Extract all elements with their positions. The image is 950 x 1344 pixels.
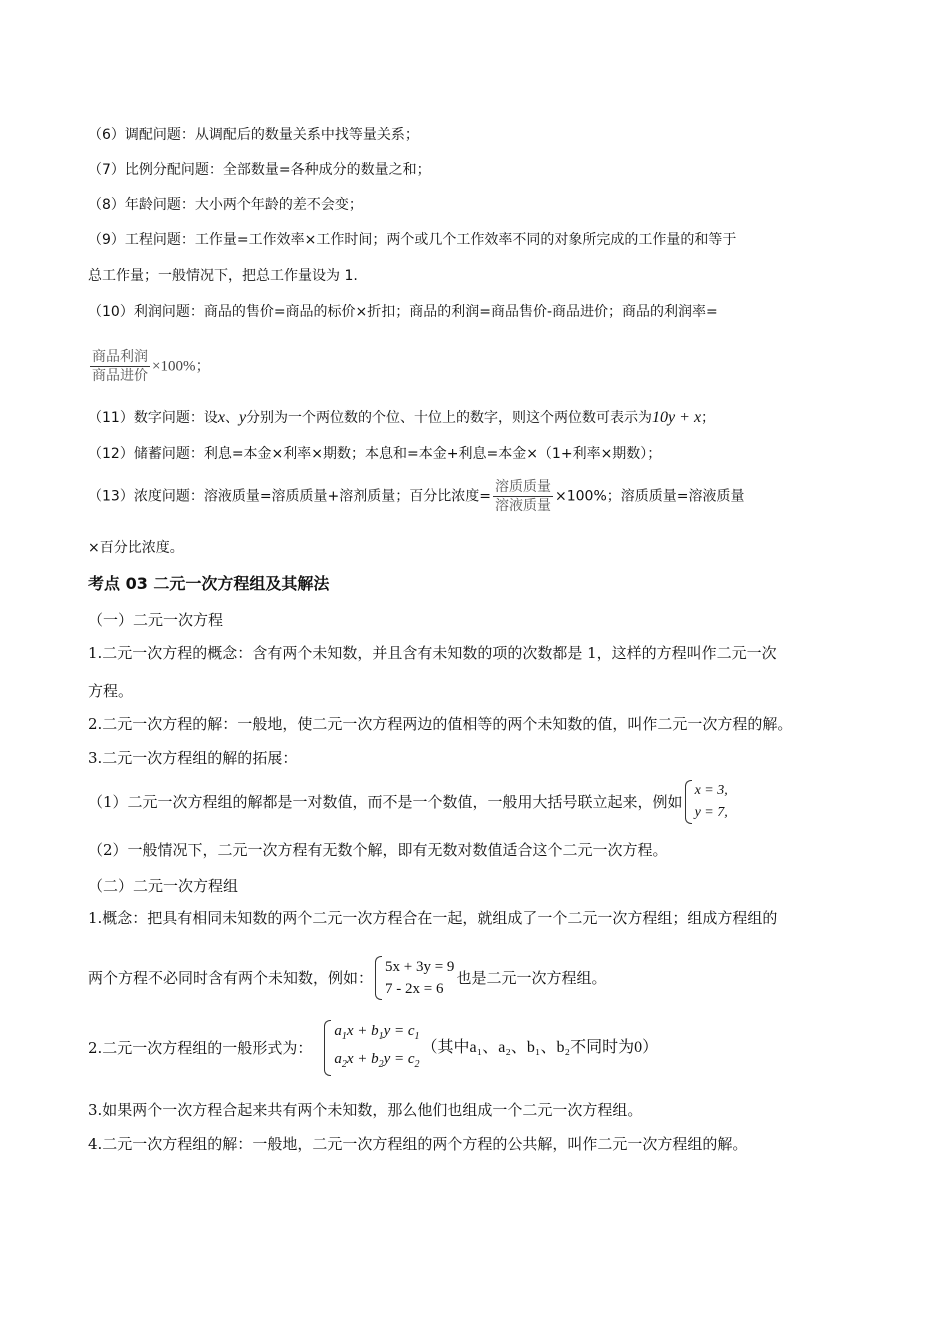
item-9-line-2: 总工作量；一般情况下，把总工作量设为 1. [88, 268, 358, 284]
para-q4: 4.二元一次方程组的解：一般地，二元一次方程组的两个方程的公共解，叫作二元一次方程组的解。 [88, 1135, 748, 1153]
item-11 [88, 408, 878, 428]
item-10-line-1: （10）利润问题：商品的售价=商品的标价×折扣；商品的利润=商品售价-商品进价；商品的利润率= [88, 304, 718, 320]
item-7: （7）比例分配问题：全部数量=各种成分的数量之和； [88, 162, 431, 178]
item-6: （6）调配问题：从调配后的数量关系中找等量关系； [88, 127, 419, 143]
subheading-2: （二）二元一次方程组 [88, 877, 239, 895]
section-heading: 考点 03 二元一次方程组及其解法 [88, 574, 330, 593]
general-row-1: $a_1x + b_1y = c_1$ [334, 1023, 420, 1042]
system-row-1: x = 3, [694, 783, 728, 798]
concentration-fraction [493, 478, 553, 515]
general-form-note: （其中a₁、a₂、b₁、b₂不同时为0） [421, 1039, 659, 1056]
concept-line-2 [88, 954, 878, 1002]
subheading-1: （一）二元一次方程 [88, 611, 224, 629]
para-3-1-text: （1）二元一次方程组的解都是一对数值，而不是一个数值，一般用大括号联立起来，例如 [88, 793, 683, 811]
item-8: （8）年龄问题：大小两个年龄的差不会变； [88, 197, 363, 213]
para-3-1 [88, 778, 878, 826]
two-digit-expression: 10y + x [652, 409, 702, 426]
concept-tail: 也是二元一次方程组。 [456, 969, 607, 987]
system-row-1: 5x + 3y = 9 [385, 959, 455, 975]
fraction-denominator: 溶液质量 [495, 498, 552, 514]
var-x: x [217, 409, 225, 426]
fraction-numerator: 商品利润 [92, 349, 148, 365]
item-11-text-d: ； [701, 410, 716, 426]
general-form-line [88, 1020, 878, 1076]
para-1-line-2: 方程。 [88, 682, 134, 700]
var-y: y [238, 409, 247, 426]
item-11-text-c: 分别为一个两位数的个位、十位上的数字，则这个两位数可表示为 [246, 410, 653, 426]
item-11-text-a: （11）数字问题：设 [88, 410, 218, 426]
general-row-2: $a_2x + b_2y = c_2$ [334, 1051, 420, 1070]
general-form-text: 2.二元一次方程组的一般形式为： [88, 1039, 313, 1057]
concept-text: 两个方程不必同时含有两个未知数，例如： [88, 969, 374, 987]
item-9-line-1: （9）工程问题：工作量=工作效率×工作时间；两个或几个工作效率不同的对象所完成的工作量的和等于 [88, 232, 737, 248]
para-1-line-1: 1.二元一次方程的概念：含有两个未知数，并且含有未知数的项的次数都是 1，这样的方程叫作二元一次 [88, 644, 777, 662]
system-brace-concept [375, 956, 454, 1000]
para-q3: 3.如果两个一次方程合起来共有两个未知数，那么他们也组成一个二元一次方程组。 [88, 1101, 643, 1119]
left-brace [375, 956, 382, 1000]
concept-line-1: 1.概念：把具有相同未知数的两个二元一次方程合在一起，就组成了一个二元一次方程组；组成方程组的 [88, 909, 778, 927]
para-2: 2.二元一次方程的解：一般地，使二元一次方程两边的值相等的两个未知数的值，叫作二元一次方程的解。 [88, 715, 793, 733]
item-13-text-b: ×100%；溶质质量=溶液质量 [555, 488, 745, 505]
item-11-text-b: 、 [224, 410, 239, 426]
item-13-text-a: （13）浓度问题：溶液质量=溶质质量+溶剂质量；百分比浓度= [88, 488, 492, 505]
percent-tail: ×100%； [152, 358, 211, 375]
system-row-2: 7 - 2x = 6 [385, 981, 444, 997]
system-brace-example [685, 780, 728, 824]
para-3: 3.二元一次方程组的解的拓展： [88, 749, 298, 767]
system-brace-general [324, 1020, 419, 1076]
item-13-line-2: ×百分比浓度。 [88, 540, 184, 556]
item-13-line-1 [88, 478, 878, 518]
system-row-2: y = 7, [694, 805, 728, 820]
left-brace [324, 1020, 331, 1076]
left-brace [685, 780, 692, 824]
item-10-formula [88, 348, 878, 388]
para-3-2: （2）一般情况下，二元一次方程有无数个解，即有无数对数值适合这个二元一次方程。 [88, 841, 668, 859]
fraction-denominator: 商品进价 [92, 368, 148, 384]
fraction-numerator: 溶质质量 [495, 479, 552, 495]
profit-rate-fraction [90, 348, 150, 385]
item-12: （12）储蓄问题：利息=本金×利率×期数；本息和=本金+利息=本金×（1+利率×期数）； [88, 446, 662, 462]
